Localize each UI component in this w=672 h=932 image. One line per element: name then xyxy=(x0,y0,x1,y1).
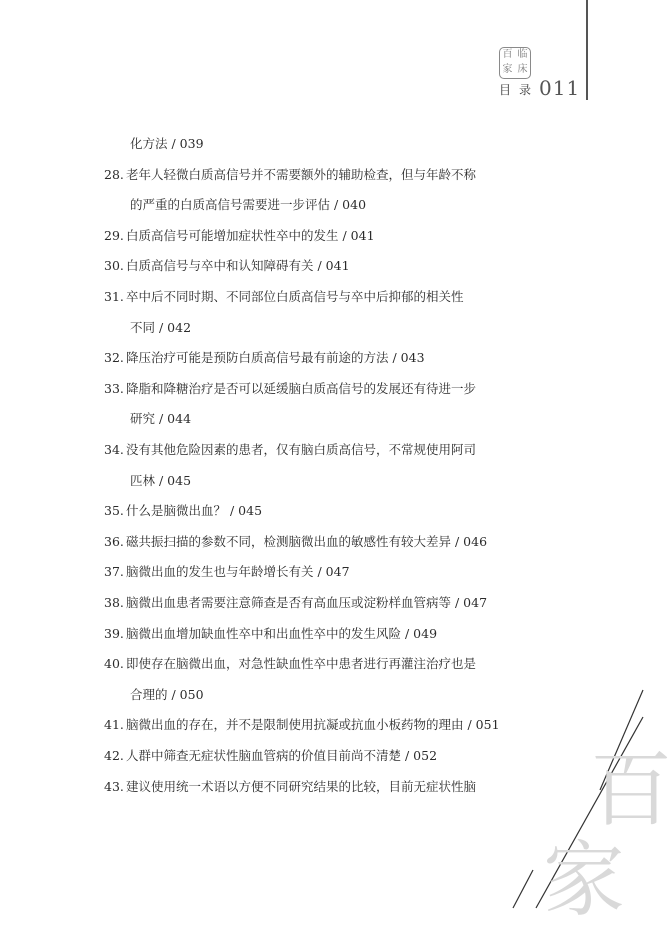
seal-char: 百 xyxy=(502,49,513,60)
toc-entry-text: 脑微出血的存在，并不是限制使用抗凝或抗血小板药物的理由 / 051 xyxy=(126,717,500,733)
toc-entry-text: 老年人轻微白质高信号并不需要额外的辅助检查，但与年龄不称 xyxy=(126,166,477,182)
section-label: 目录 xyxy=(499,83,540,97)
toc-entry-number: 31. xyxy=(104,289,124,304)
toc-entry-text: 什么是脑微出血？ / 045 xyxy=(126,503,263,519)
toc-entry-number: 33. xyxy=(104,380,124,396)
toc-entry-number: 38. xyxy=(104,595,124,610)
toc-entry-text: 脑微出血的发生也与年龄增长有关 / 047 xyxy=(126,564,350,580)
toc-entry-text: 不同 / 042 xyxy=(130,319,192,335)
toc-entry-text: 降脂和降糖治疗是否可以延缓脑白质高信号的发展还有待进一步 xyxy=(126,380,477,396)
page-number: 011 xyxy=(539,76,581,100)
toc-entry-number: 35. xyxy=(104,503,124,519)
toc-entry-number: 40. xyxy=(104,656,124,672)
toc-entry-text: 建议使用统一术语以方便不同研究结果的比较，目前无症状性脑 xyxy=(126,778,477,794)
seal-char: 床 xyxy=(517,64,528,75)
toc-entry-text: 降压治疗可能是预防白质高信号最有前途的方法 / 043 xyxy=(126,350,425,366)
toc-entry-number: 41. xyxy=(104,717,124,733)
watermark-diagonal-line xyxy=(513,870,533,908)
toc-entry-text: 磁共振扫描的参数不同，检测脑微出血的敏感性有较大差异 / 046 xyxy=(126,533,488,549)
toc-entry-number: 30. xyxy=(104,258,124,274)
toc-entry-number: 37. xyxy=(104,564,124,580)
toc-entry-text: 白质高信号可能增加症状性卒中的发生 / 041 xyxy=(126,227,375,243)
toc-entry-text: 人群中筛查无症状性脑血管病的价值目前尚不清楚 / 052 xyxy=(126,748,438,763)
toc-entry-number: 29. xyxy=(104,227,124,243)
toc-entry-text: 白质高信号与卒中和认知障碍有关 / 041 xyxy=(126,258,350,274)
toc-entry-text: 即使存在脑微出血，对急性缺血性卒中患者进行再灌注治疗也是 xyxy=(126,656,477,672)
toc-entry-number: 32. xyxy=(104,350,124,366)
seal-char: 临 xyxy=(517,49,528,60)
toc-entry-text: 卒中后不同时期、不同部位白质高信号与卒中后抑郁的相关性 xyxy=(126,289,464,304)
watermark-char: 百 xyxy=(590,743,672,838)
toc-entry-text: 研究 / 044 xyxy=(130,411,192,427)
toc-entry-text: 合理的 / 050 xyxy=(130,686,204,702)
watermark-char: 家 xyxy=(543,833,626,928)
toc-entry-number: 28. xyxy=(104,166,124,182)
seal-char: 家 xyxy=(502,64,513,75)
toc-entry-text: 化方法 / 039 xyxy=(130,136,204,151)
toc-entry-text: 匹林 / 045 xyxy=(130,472,192,488)
toc-entry-text: 脑微出血增加缺血性卒中和出血性卒中的发生风险 / 049 xyxy=(126,625,438,641)
toc-entry-text: 没有其他危险因素的患者，仅有脑白质高信号，不常规使用阿司 xyxy=(126,442,477,457)
toc-entry-text: 的严重的白质高信号需要进一步评估 / 040 xyxy=(130,197,367,213)
toc-entry-number: 43. xyxy=(104,778,124,794)
toc-entry-number: 39. xyxy=(104,625,124,641)
toc-entry-number: 42. xyxy=(104,748,124,763)
toc-entry-number: 34. xyxy=(104,442,124,457)
toc-entry-text: 脑微出血患者需要注意筛查是否有高血压或淀粉样血管病等 / 047 xyxy=(126,595,488,610)
toc-entry-number: 36. xyxy=(104,533,124,549)
